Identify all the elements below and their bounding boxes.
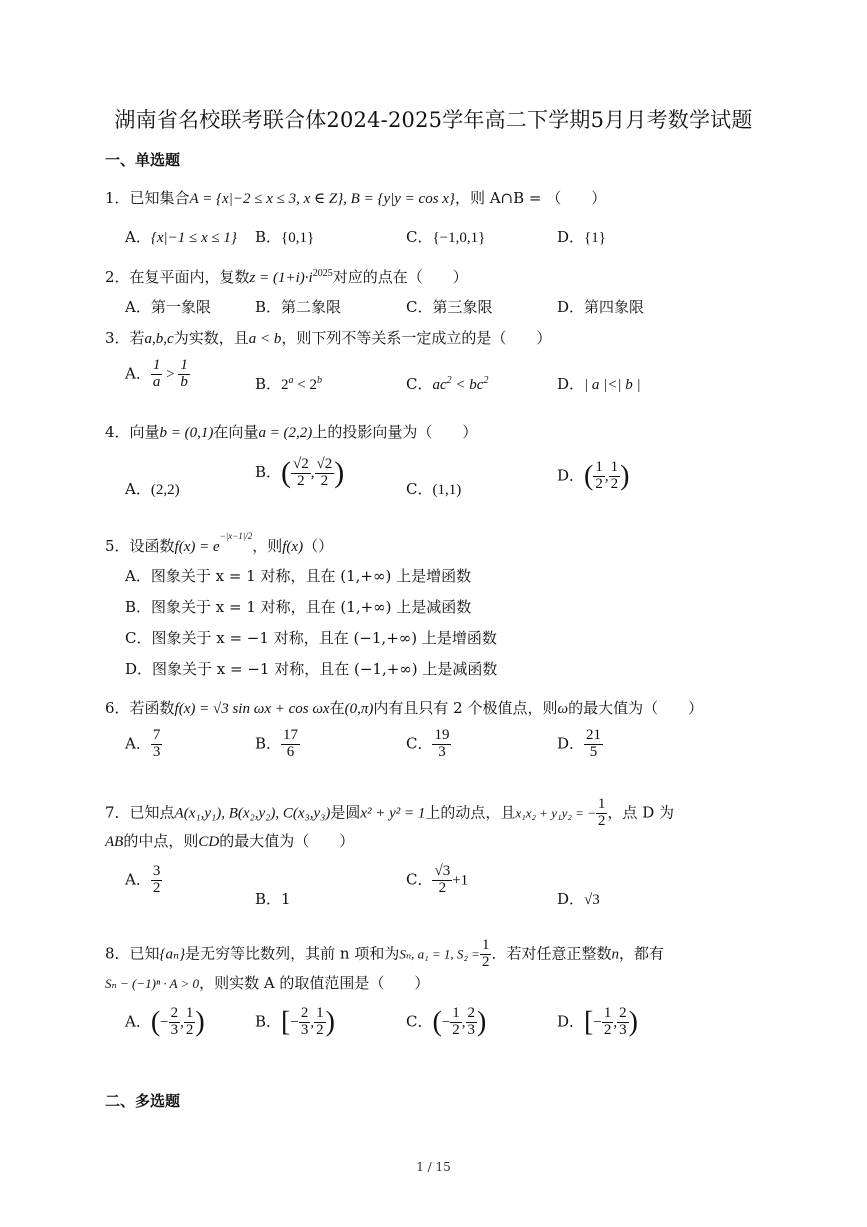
q1-stem-end: ，则 A∩B = （ ） [454, 189, 607, 207]
q7-option-a: A． $\frac{3}{2}$ [125, 863, 161, 896]
q1-option-b: B．{0,1} [255, 228, 315, 246]
q5-option-b: B．图象关于 x = 1 对称，且在 (1,+∞) 上是减函数 [125, 598, 472, 616]
q4-option-a: A．(2,2) [125, 480, 180, 498]
q7-option-b: B．1 [255, 890, 291, 908]
q8-option-c: C．(− $\frac{1}{2}$ , $\frac{2}{3}$ ) [406, 1005, 487, 1038]
question-7: 7．已知点A(x₁,y₁), B(x₂,y₂), C(x₃,y₃)是圆x² + y² = 1上的动点，且x₁x₂ + y₁y₂ = − $\frac{1}{2}$ ，点 D 为 [105, 796, 674, 829]
q2-option-c: C．第三象限 [406, 298, 493, 316]
q7-option-c: C． $\frac{√3}{2}$ +1 [406, 863, 469, 896]
q1-option-c: C．{−1,0,1} [406, 228, 486, 246]
q3-option-d: D．| a |<| b | [557, 375, 641, 393]
section-single-choice: 一、单选题 [105, 151, 181, 169]
q1-math: A = {x|−2 ≤ x ≤ 3, x ∈ Z}, B = {y|y = cos x} [189, 191, 455, 207]
q7-option-d: D．√3 [557, 890, 600, 908]
q3-option-c: C．$ac^2 < bc^2$ [406, 375, 489, 393]
q1-option-d: D．{1} [557, 228, 606, 246]
question-8-line-2: Sₙ − (−1)ⁿ · A > 0，则实数 A 的取值范围是（ ） [105, 974, 430, 992]
q4-option-d: D．( $\frac{1}{2}$ , $\frac{1}{2}$ ) [557, 459, 630, 492]
q5-option-c: C．图象关于 x = −1 对称，且在 (−1,+∞) 上是增函数 [125, 629, 497, 647]
q1-stem: 1．已知集合 [105, 189, 190, 207]
section-multiple-choice: 二、多选题 [105, 1092, 181, 1110]
q6-option-b: B． $\frac{17}{6}$ [255, 727, 299, 760]
q5-option-d: D．图象关于 x = −1 对称，且在 (−1,+∞) 上是减函数 [125, 660, 498, 678]
q6-option-a: A． $\frac{7}{3}$ [125, 727, 161, 760]
q8-option-a: A．(− $\frac{2}{3}$ , $\frac{1}{2}$ ) [125, 1005, 205, 1038]
q2-option-d: D．第四象限 [557, 298, 645, 316]
q5-option-a: A．图象关于 x = 1 对称，且在 (1,+∞) 上是增函数 [125, 567, 472, 585]
question-4: 4．向量b = (0,1)在向量a = (2,2)上的投影向量为（ ） [105, 423, 478, 441]
q6-option-d: D． $\frac{21}{5}$ [557, 727, 602, 760]
question-3: 3．若a,b,c为实数，且a < b，则下列不等关系一定成立的是（ ） [105, 329, 552, 347]
q1-option-a: A．{x|−1 ≤ x ≤ 1} [125, 228, 237, 246]
page-number: 1 / 15 [416, 1160, 451, 1174]
q8-option-b: B．[− $\frac{2}{3}$ , $\frac{1}{2}$ ) [255, 1005, 335, 1038]
question-5: 5．设函数$f(x) = e^{-|x-1|/2}$，则f(x)（） [105, 531, 334, 555]
q2-option-b: B．第二象限 [255, 298, 342, 316]
question-7-line-2: AB的中点，则CD的最大值为（ ） [105, 832, 355, 850]
q4-option-c: C．(1,1) [406, 480, 462, 498]
q2-option-a: A．第一象限 [125, 298, 211, 316]
question-8: 8．已知{aₙ}是无穷等比数列，其前 n 项和为Sₙ, a₁ = 1, S₂ = $\frac{1}{2}$ ．若对任意正整数n，都有 [105, 937, 664, 970]
q8-option-d: D．[− $\frac{1}{2}$ , $\frac{2}{3}$ ) [557, 1005, 638, 1038]
question-1 [105, 187, 606, 208]
q3-option-b: B．$2^a < 2^b$ [255, 375, 322, 393]
question-2: 2．在复平面内，复数$z = (1+i)\cdot i^{2025}$对应的点在（ ） [105, 268, 468, 286]
q4-option-b: B．( $\frac{√2}{2}$ , $\frac{√2}{2}$ ) [255, 455, 345, 489]
page-title: 湖南省名校联考联合体2024-2025学年高二下学期5月月考数学试题 [114, 108, 753, 132]
q3-option-a: A． $\frac{1}{a}$ > $\frac{1}{b}$ [125, 357, 188, 390]
question-6: 6．若函数f(x) = √3 sin ωx + cos ωx在(0,π)内有且只有 2 个极值点，则ω的最大值为（ ） [105, 699, 704, 717]
q6-option-c: C． $\frac{19}{3}$ [406, 727, 450, 760]
